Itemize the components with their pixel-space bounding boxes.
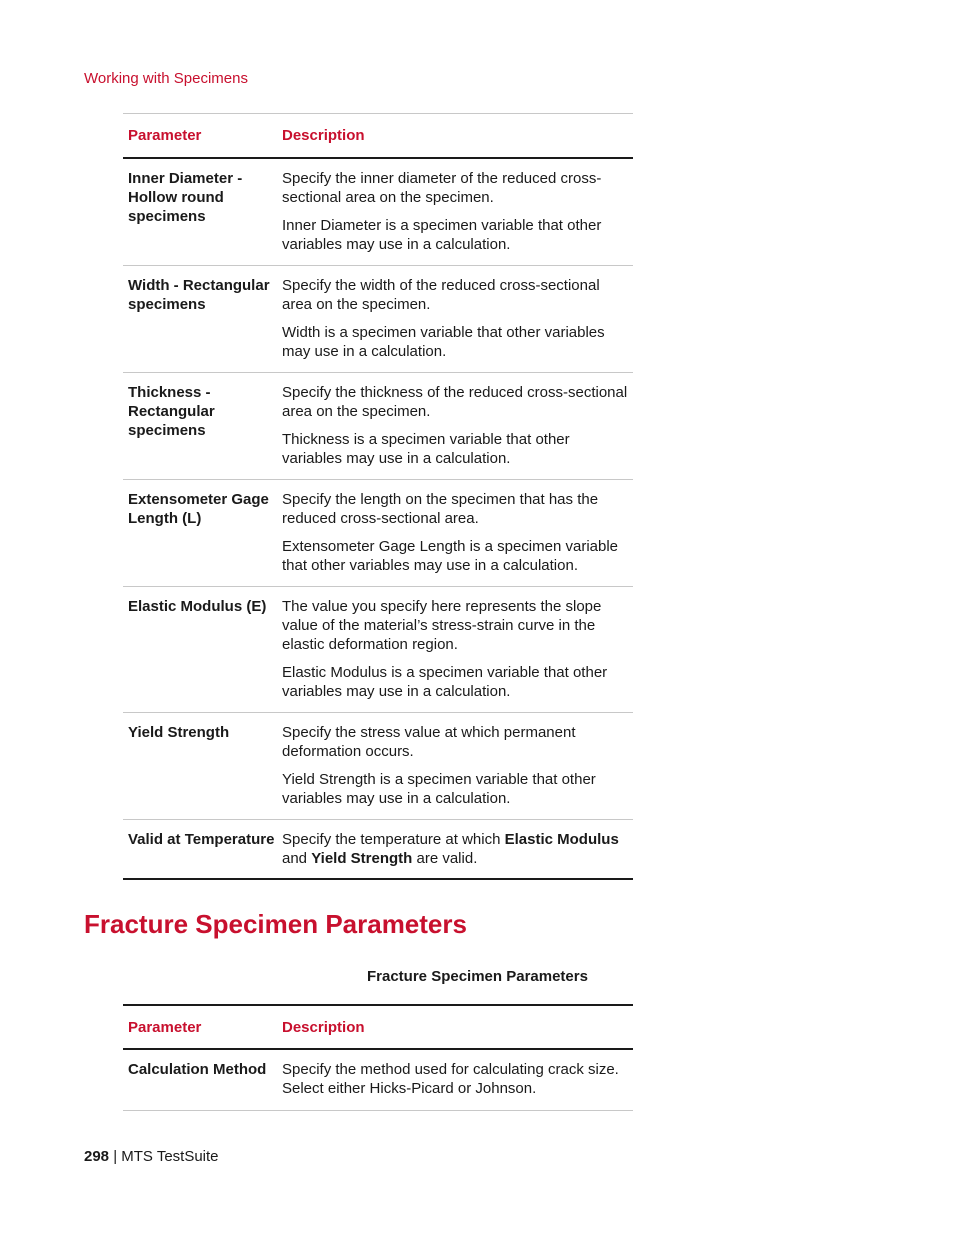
page-number: 298: [84, 1148, 110, 1165]
table-header: [123, 1004, 633, 1050]
param-name: Yield Strength: [128, 724, 230, 741]
param-description: [282, 1060, 633, 1098]
emphasis-text: Elastic Modulus: [504, 831, 619, 848]
param-name: Elastic Modulus (E): [128, 598, 267, 615]
param-description: [282, 597, 633, 710]
param-name: Calculation Method: [128, 1061, 267, 1078]
table-row: [123, 713, 633, 820]
section-title: Fracture Specimen Parameters: [84, 909, 467, 939]
header-parameter: Parameter: [128, 127, 202, 144]
param-name: Valid at Temperature: [128, 831, 275, 848]
param-name: Extensometer Gage Length (L): [128, 491, 269, 527]
description-paragraph: Yield Strength is a specimen variable that other variables may use in a calculation.: [282, 771, 596, 807]
param-description: [282, 830, 633, 868]
table-row: [123, 159, 633, 266]
table-caption: Fracture Specimen Parameters: [367, 968, 588, 985]
description-paragraph: Specify the inner diameter of the reduced cross-sectional area on the specimen.: [282, 170, 602, 206]
description-paragraph: Specify the method used for calculating crack size. Select either Hicks-Picard or Johnson.: [282, 1061, 619, 1097]
table-row: [123, 1050, 633, 1111]
description-text: are valid.: [412, 850, 478, 867]
header-description: Description: [282, 127, 365, 144]
running-head: Working with Specimens: [84, 70, 248, 87]
param-description: [282, 383, 633, 477]
description-paragraph: Specify the length on the specimen that has the reduced cross-sectional area.: [282, 491, 599, 527]
param-name: Thickness - Rectangular specimens: [128, 384, 215, 439]
table-row: [123, 587, 633, 713]
param-name: Width - Rectangular specimens: [128, 277, 270, 313]
page-footer: [84, 1148, 219, 1165]
description-text: Specify the temperature at which: [282, 831, 505, 848]
param-description: [282, 723, 633, 817]
footer-separator: |: [109, 1148, 122, 1165]
description-paragraph: Thickness is a specimen variable that other variables may use in a calculation.: [282, 431, 570, 467]
fracture-parameters-table: [123, 1004, 633, 1111]
param-description: [282, 169, 633, 263]
table-row: [123, 373, 633, 480]
table-row: [123, 266, 633, 373]
header-parameter: Parameter: [128, 1018, 202, 1036]
description-paragraph: [282, 830, 629, 868]
description-paragraph: Specify the thickness of the reduced cross-sectional area on the specimen.: [282, 384, 628, 420]
specimen-parameters-table: [123, 113, 633, 880]
description-text: and: [282, 850, 312, 867]
book-title: MTS TestSuite: [121, 1148, 219, 1165]
description-paragraph: Extensometer Gage Length is a specimen variable that other variables may use in a calculation.: [282, 538, 619, 574]
description-paragraph: Inner Diameter is a specimen variable that other variables may use in a calculation.: [282, 217, 602, 253]
param-name: Inner Diameter - Hollow round specimens: [128, 170, 243, 225]
description-paragraph: Specify the width of the reduced cross-sectional area on the specimen.: [282, 277, 600, 313]
description-paragraph: Elastic Modulus is a specimen variable that other variables may use in a calculation.: [282, 664, 608, 700]
table-row: [123, 480, 633, 587]
param-description: [282, 276, 633, 370]
header-description: Description: [282, 1018, 365, 1036]
description-paragraph: Width is a specimen variable that other variables may use in a calculation.: [282, 324, 605, 360]
param-description: [282, 490, 633, 584]
description-paragraph: Specify the stress value at which permanent deformation occurs.: [282, 724, 576, 760]
emphasis-text: Yield Strength: [311, 850, 413, 867]
description-paragraph: The value you specify here represents the slope value of the material’s stress-strain curve in the elastic deformation region.: [282, 598, 602, 653]
table-row: [123, 820, 633, 880]
table-header: [123, 113, 633, 159]
